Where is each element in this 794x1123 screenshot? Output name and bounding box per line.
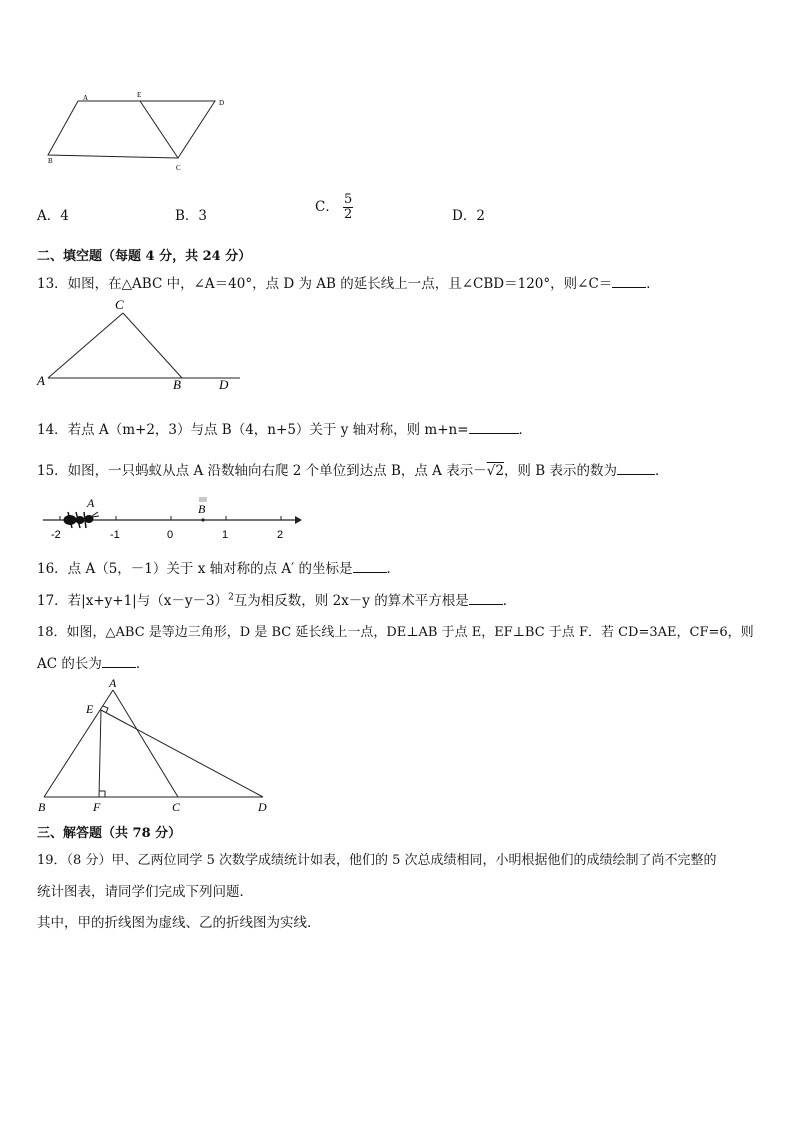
q15-tick-label: 2 (277, 529, 284, 541)
q17-superscript: 2 (228, 592, 234, 603)
q15-tick-label: 0 (167, 529, 174, 541)
q15-text-b: ，则 B 表示的数为 (503, 463, 617, 479)
q13-question (37, 272, 660, 292)
q18-label-e: E (86, 702, 94, 716)
q16-answer-blank[interactable] (353, 560, 387, 573)
q14-question (37, 418, 532, 438)
q12-option-c-numerator: 5 (344, 192, 353, 207)
q15-arrow-head (295, 516, 302, 524)
section3-heading: 三、解答题（共 78 分） (37, 826, 182, 841)
q12-parallelogram (48, 101, 215, 158)
q17-answer-blank[interactable] (469, 592, 503, 605)
q13-text: 13．如图，在△ABC 中，∠A＝40°，点 D 为 AB 的延长线上一点，且∠CBD＝120°，则∠C＝ (37, 276, 613, 292)
q12-option-d: D．2 (452, 208, 485, 224)
q15-label-a: A (87, 496, 95, 510)
q13-label-b: B (173, 377, 181, 392)
q17-question (37, 589, 516, 609)
q13-answer-blank[interactable] (612, 275, 646, 288)
q12-figure (40, 88, 240, 173)
q13-figure (35, 295, 245, 395)
q19-line3: 其中，甲的折线图为虚线、乙的折线图为实线． (37, 915, 321, 931)
q14-end: ． (518, 422, 533, 438)
q12-option-b: B．3 (175, 208, 208, 224)
q18-label-a: A (109, 676, 117, 690)
q12-option-c (315, 193, 353, 222)
q15-tick-label: 1 (222, 529, 229, 541)
q13-side-cb (123, 313, 182, 378)
q12-label-c: C (176, 164, 181, 172)
q16-text: 16．点 A（5，－1）关于 x 轴对称的点 A′ 的坐标是 (37, 561, 353, 577)
q15-question (37, 459, 668, 479)
q18-label-d: D (258, 800, 267, 814)
q12-label-d: D (219, 99, 225, 107)
q18-answer-blank[interactable] (102, 655, 136, 668)
q18-label-f: F (93, 800, 101, 814)
q18-question-line1: 18．如图，△ABC 是等边三角形，D 是 BC 延长线上一点，DE⊥AB 于点 E，EF⊥BC 于点 F．若 CD=3AE，CF=6，则 (37, 625, 754, 640)
q17-text-b: 互为相反数，则 2x－y 的算术平方根是 (233, 593, 469, 609)
q17-text-a: 17．若|x+y+1|与（x－y－3） (37, 593, 229, 609)
q18-side-ba (44, 690, 113, 797)
q12-label-e: E (137, 91, 142, 99)
q12-label-b: B (48, 157, 53, 165)
q15-end: ． (654, 463, 669, 479)
q18-segment-de (101, 710, 263, 797)
q15-sqrt: √2 (486, 463, 504, 479)
q18-end: ． (135, 656, 150, 672)
q14-text: 14．若点 A（m+2，3）与点 B（4，n+5）关于 y 轴对称，则 m+n= (37, 422, 469, 438)
q18-side-ac (113, 690, 178, 797)
q13-label-c: C (115, 297, 124, 312)
q19-line2: 统计图表，请同学们完成下列问题． (37, 884, 253, 900)
q16-question (37, 557, 400, 577)
q18-segment-ef (99, 710, 101, 797)
q16-end: ． (386, 561, 400, 577)
q15-figure (40, 490, 310, 545)
q18-label-c: C (172, 800, 181, 814)
q12-option-a: A．4 (37, 208, 69, 224)
q18-label-b: B (38, 800, 46, 814)
q18-text-line2: AC 的长为 (37, 656, 102, 672)
q18-figure (35, 673, 275, 818)
q14-answer-blank[interactable] (469, 421, 519, 434)
q18-right-angle-f (99, 791, 105, 797)
q15-answer-blank[interactable] (617, 462, 655, 475)
q15-text-a: 15．如图，一只蚂蚁从点 A 沿数轴向右爬 2 个单位到达点 B，点 A 表示－ (37, 463, 487, 479)
q18-question-line2 (37, 652, 149, 672)
section2-heading: 二、填空题（每题 4 分，共 24 分） (37, 249, 252, 264)
q15-tick-label: -2 (51, 529, 61, 541)
q15-tick-label: -1 (110, 529, 120, 541)
q12-option-c-denominator: 2 (344, 207, 353, 222)
q13-side-ac (48, 313, 123, 378)
q13-label-d: D (219, 377, 229, 392)
q12-label-a: A (83, 94, 89, 102)
q15-label-b: B (198, 502, 206, 516)
q13-label-a: A (37, 373, 45, 388)
q12-segment-ec (140, 101, 178, 158)
q13-end: ． (646, 276, 660, 292)
q17-end: ． (502, 593, 517, 609)
q12-option-c-fraction (343, 193, 353, 222)
q15-point-b (201, 518, 204, 521)
q12-option-c-prefix: C． (315, 199, 339, 215)
q19-line1: 19．（8 分）甲、乙两位同学 5 次数学成绩统计如表，他们的 5 次总成绩相同，小明根据他们的成绩绘制了尚不完整的 (37, 853, 717, 868)
